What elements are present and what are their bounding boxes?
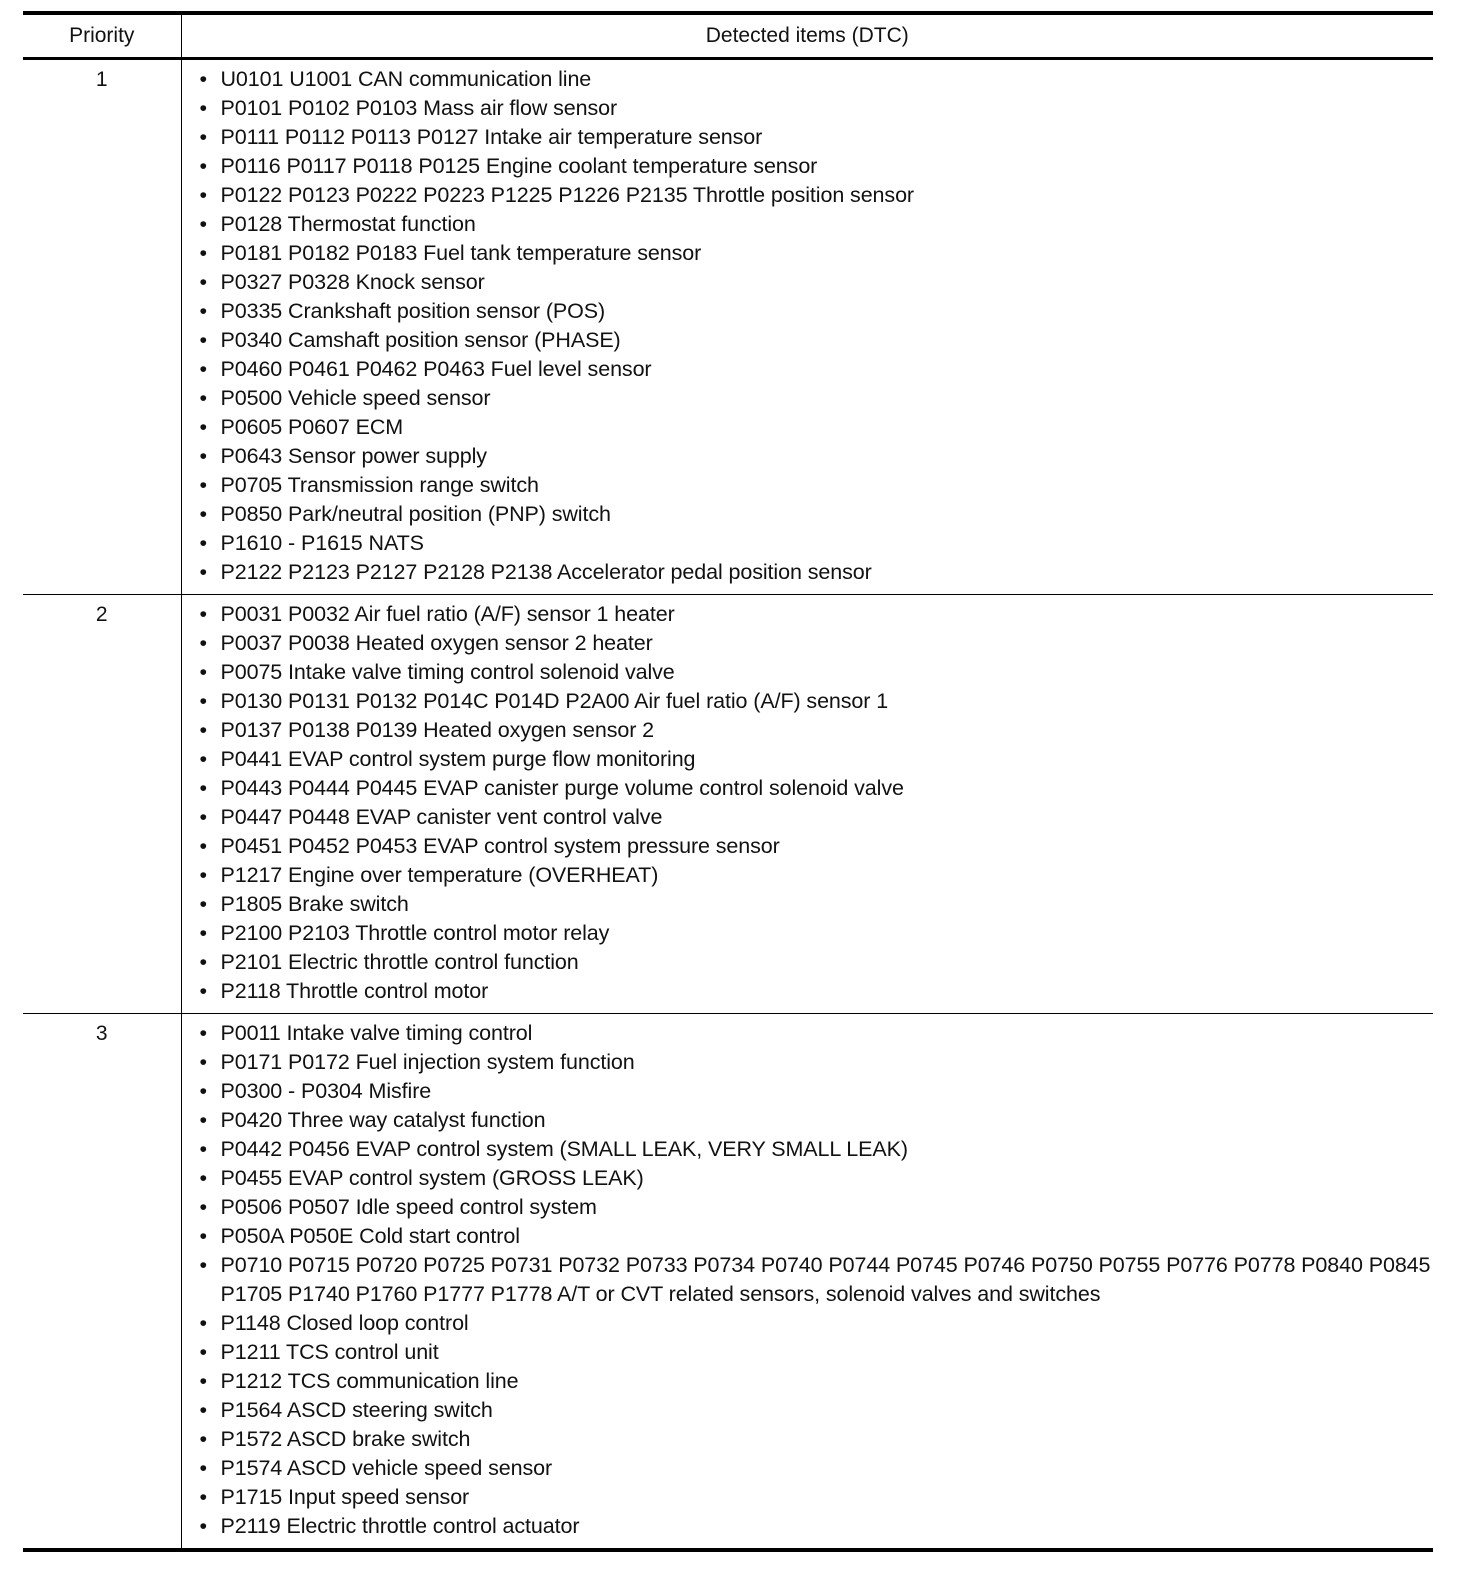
list-item [182,919,1434,948]
list-item [182,600,1434,629]
list-item [182,558,1434,587]
dtc-item-text: P0111 P0112 P0113 P0127 Intake air temperature sensor [220,124,763,149]
bullet-icon: • [199,1020,207,1045]
bullet-icon: • [199,385,207,410]
bullet-icon: • [199,1310,207,1335]
bullet-icon: • [199,414,207,439]
list-item [182,658,1434,687]
dtc-priority-table [23,11,1433,1552]
table-row [23,58,1433,594]
dtc-item-text: P0037 P0038 Heated oxygen sensor 2 heater [220,630,653,655]
dtc-items-cell [181,1013,1433,1550]
list-item [182,1425,1434,1454]
list-item [182,500,1434,529]
dtc-item-text: P0443 P0444 P0445 EVAP canister purge volume control solenoid valve [220,775,904,800]
list-item [182,1135,1434,1164]
dtc-item-text: P0181 P0182 P0183 Fuel tank temperature sensor [220,240,702,265]
list-item [182,745,1434,774]
list-item [182,239,1434,268]
list-item [182,1019,1434,1048]
bullet-icon: • [199,1484,207,1509]
table-body [23,58,1433,1550]
list-item [182,442,1434,471]
list-item [182,1222,1434,1251]
dtc-item-text: P2118 Throttle control motor [220,978,489,1003]
bullet-icon: • [199,472,207,497]
bullet-icon: • [199,1339,207,1364]
list-item [182,94,1434,123]
priority-cell: 3 [23,1013,181,1550]
dtc-item-text: P1572 ASCD brake switch [220,1426,471,1451]
dtc-item-text: P0300 - P0304 Misfire [220,1078,432,1103]
list-item [182,297,1434,326]
dtc-item-text: P0137 P0138 P0139 Heated oxygen sensor 2 [220,717,654,742]
dtc-item-text: P1211 TCS control unit [220,1339,439,1364]
dtc-list [182,595,1434,1013]
table-row [23,594,1433,1013]
list-item [182,1193,1434,1222]
list-item [182,413,1434,442]
bullet-icon: • [199,443,207,468]
header-priority: Priority [23,13,181,58]
list-item [182,326,1434,355]
bullet-icon: • [199,601,207,626]
dtc-item-text: P0340 Camshaft position sensor (PHASE) [220,327,621,352]
dtc-item-text: P0335 Crankshaft position sensor (POS) [220,298,606,323]
list-item [182,152,1434,181]
dtc-item-text: P050A P050E Cold start control [220,1223,520,1248]
dtc-item-text: P1564 ASCD steering switch [220,1397,493,1422]
bullet-icon: • [199,298,207,323]
bullet-icon: • [199,1397,207,1422]
dtc-item-text: P0122 P0123 P0222 P0223 P1225 P1226 P2135 Throttle position sensor [220,182,914,207]
dtc-item-text: P2119 Electric throttle control actuator [220,1513,580,1538]
list-item [182,716,1434,745]
header-detected-items: Detected items (DTC) [181,13,1433,58]
dtc-item-text: P0130 P0131 P0132 P014C P014D P2A00 Air fuel ratio (A/F) sensor 1 [220,688,889,713]
list-item [182,1251,1434,1309]
priority-cell: 1 [23,58,181,594]
dtc-item-text: P2122 P2123 P2127 P2128 P2138 Accelerator pedal position sensor [220,559,872,584]
bullet-icon: • [199,153,207,178]
dtc-item-text: P1217 Engine over temperature (OVERHEAT) [220,862,659,887]
bullet-icon: • [199,501,207,526]
bullet-icon: • [199,269,207,294]
list-item [182,471,1434,500]
list-item [182,803,1434,832]
list-item [182,268,1434,297]
bullet-icon: • [199,327,207,352]
dtc-item-text: P1610 - P1615 NATS [220,530,424,555]
dtc-item-text: P0075 Intake valve timing control solenoid valve [220,659,675,684]
list-item [182,1106,1434,1135]
list-item [182,1077,1434,1106]
list-item [182,1309,1434,1338]
bullet-icon: • [199,240,207,265]
list-item [182,210,1434,239]
list-item [182,181,1434,210]
dtc-item-text: P0327 P0328 Knock sensor [220,269,485,294]
bullet-icon: • [199,804,207,829]
list-item [182,1396,1434,1425]
dtc-item-text: P1715 Input speed sensor [220,1484,470,1509]
bullet-icon: • [199,66,207,91]
dtc-item-text: P0128 Thermostat function [220,211,476,236]
list-item [182,384,1434,413]
dtc-item-text: P0710 P0715 P0720 P0725 P0731 P0732 P0733 P0734 P0740 P0744 P0745 P0746 P0750 P0755 P0776 P0778 P0840 P0845 P1705 P1740 P1760 P1777 P1778 A/T or CVT related sensors, solenoid valves and switches [220,1252,1431,1306]
bullet-icon: • [199,1136,207,1161]
bullet-icon: • [199,95,207,120]
list-item [182,1367,1434,1396]
bullet-icon: • [199,1426,207,1451]
list-item [182,977,1434,1006]
dtc-item-text: P0011 Intake valve timing control [220,1020,533,1045]
bullet-icon: • [199,833,207,858]
dtc-item-text: P0101 P0102 P0103 Mass air flow sensor [220,95,618,120]
bullet-icon: • [199,920,207,945]
bullet-icon: • [199,530,207,555]
list-item [182,687,1434,716]
bullet-icon: • [199,211,207,236]
list-item [182,890,1434,919]
bullet-icon: • [199,688,207,713]
dtc-item-text: P0171 P0172 Fuel injection system function [220,1049,635,1074]
dtc-item-text: P0850 Park/neutral position (PNP) switch [220,501,611,526]
dtc-item-text: P1574 ASCD vehicle speed sensor [220,1455,553,1480]
bullet-icon: • [199,124,207,149]
bullet-icon: • [199,1252,207,1277]
list-item [182,1338,1434,1367]
dtc-items-cell [181,58,1433,594]
dtc-item-text: P0506 P0507 Idle speed control system [220,1194,597,1219]
bullet-icon: • [199,559,207,584]
priority-cell: 2 [23,594,181,1013]
list-item [182,1048,1434,1077]
dtc-item-text: U0101 U1001 CAN communication line [220,66,592,91]
bullet-icon: • [199,717,207,742]
dtc-item-text: P0455 EVAP control system (GROSS LEAK) [220,1165,644,1190]
dtc-item-text: P0500 Vehicle speed sensor [220,385,491,410]
dtc-item-text: P0460 P0461 P0462 P0463 Fuel level sensor [220,356,652,381]
dtc-item-text: P1212 TCS communication line [220,1368,519,1393]
bullet-icon: • [199,630,207,655]
bullet-icon: • [199,1049,207,1074]
dtc-list [182,1014,1434,1548]
bullet-icon: • [199,182,207,207]
bullet-icon: • [199,775,207,800]
dtc-item-text: P1805 Brake switch [220,891,409,916]
dtc-list [182,60,1434,594]
bullet-icon: • [199,1223,207,1248]
list-item [182,861,1434,890]
dtc-item-text: P1148 Closed loop control [220,1310,469,1335]
bullet-icon: • [199,1368,207,1393]
dtc-item-text: P0441 EVAP control system purge flow monitoring [220,746,696,771]
bullet-icon: • [199,1165,207,1190]
list-item [182,529,1434,558]
dtc-items-cell [181,594,1433,1013]
table-header-row [23,13,1433,58]
bullet-icon: • [199,1078,207,1103]
dtc-item-text: P0451 P0452 P0453 EVAP control system pressure sensor [220,833,780,858]
list-item [182,1164,1434,1193]
dtc-item-text: P0605 P0607 ECM [220,414,404,439]
bullet-icon: • [199,356,207,381]
dtc-item-text: P0442 P0456 EVAP control system (SMALL LEAK, VERY SMALL LEAK) [220,1136,908,1161]
dtc-item-text: P0643 Sensor power supply [220,443,487,468]
list-item [182,948,1434,977]
bullet-icon: • [199,891,207,916]
dtc-item-text: P0705 Transmission range switch [220,472,539,497]
bullet-icon: • [199,978,207,1003]
dtc-item-text: P0447 P0448 EVAP canister vent control valve [220,804,663,829]
dtc-item-text: P2101 Electric throttle control function [220,949,579,974]
list-item [182,1454,1434,1483]
bullet-icon: • [199,1455,207,1480]
dtc-item-text: P2100 P2103 Throttle control motor relay [220,920,610,945]
list-item [182,832,1434,861]
bullet-icon: • [199,1107,207,1132]
bullet-icon: • [199,1194,207,1219]
dtc-item-text: P0420 Three way catalyst function [220,1107,546,1132]
dtc-item-text: P0116 P0117 P0118 P0125 Engine coolant temperature sensor [220,153,818,178]
list-item [182,65,1434,94]
bullet-icon: • [199,949,207,974]
list-item [182,774,1434,803]
list-item [182,355,1434,384]
list-item [182,1483,1434,1512]
list-item [182,123,1434,152]
bullet-icon: • [199,746,207,771]
bullet-icon: • [199,659,207,684]
bullet-icon: • [199,1513,207,1538]
table-row [23,1013,1433,1550]
dtc-item-text: P0031 P0032 Air fuel ratio (A/F) sensor 1 heater [220,601,675,626]
list-item [182,1512,1434,1541]
bullet-icon: • [199,862,207,887]
list-item [182,629,1434,658]
